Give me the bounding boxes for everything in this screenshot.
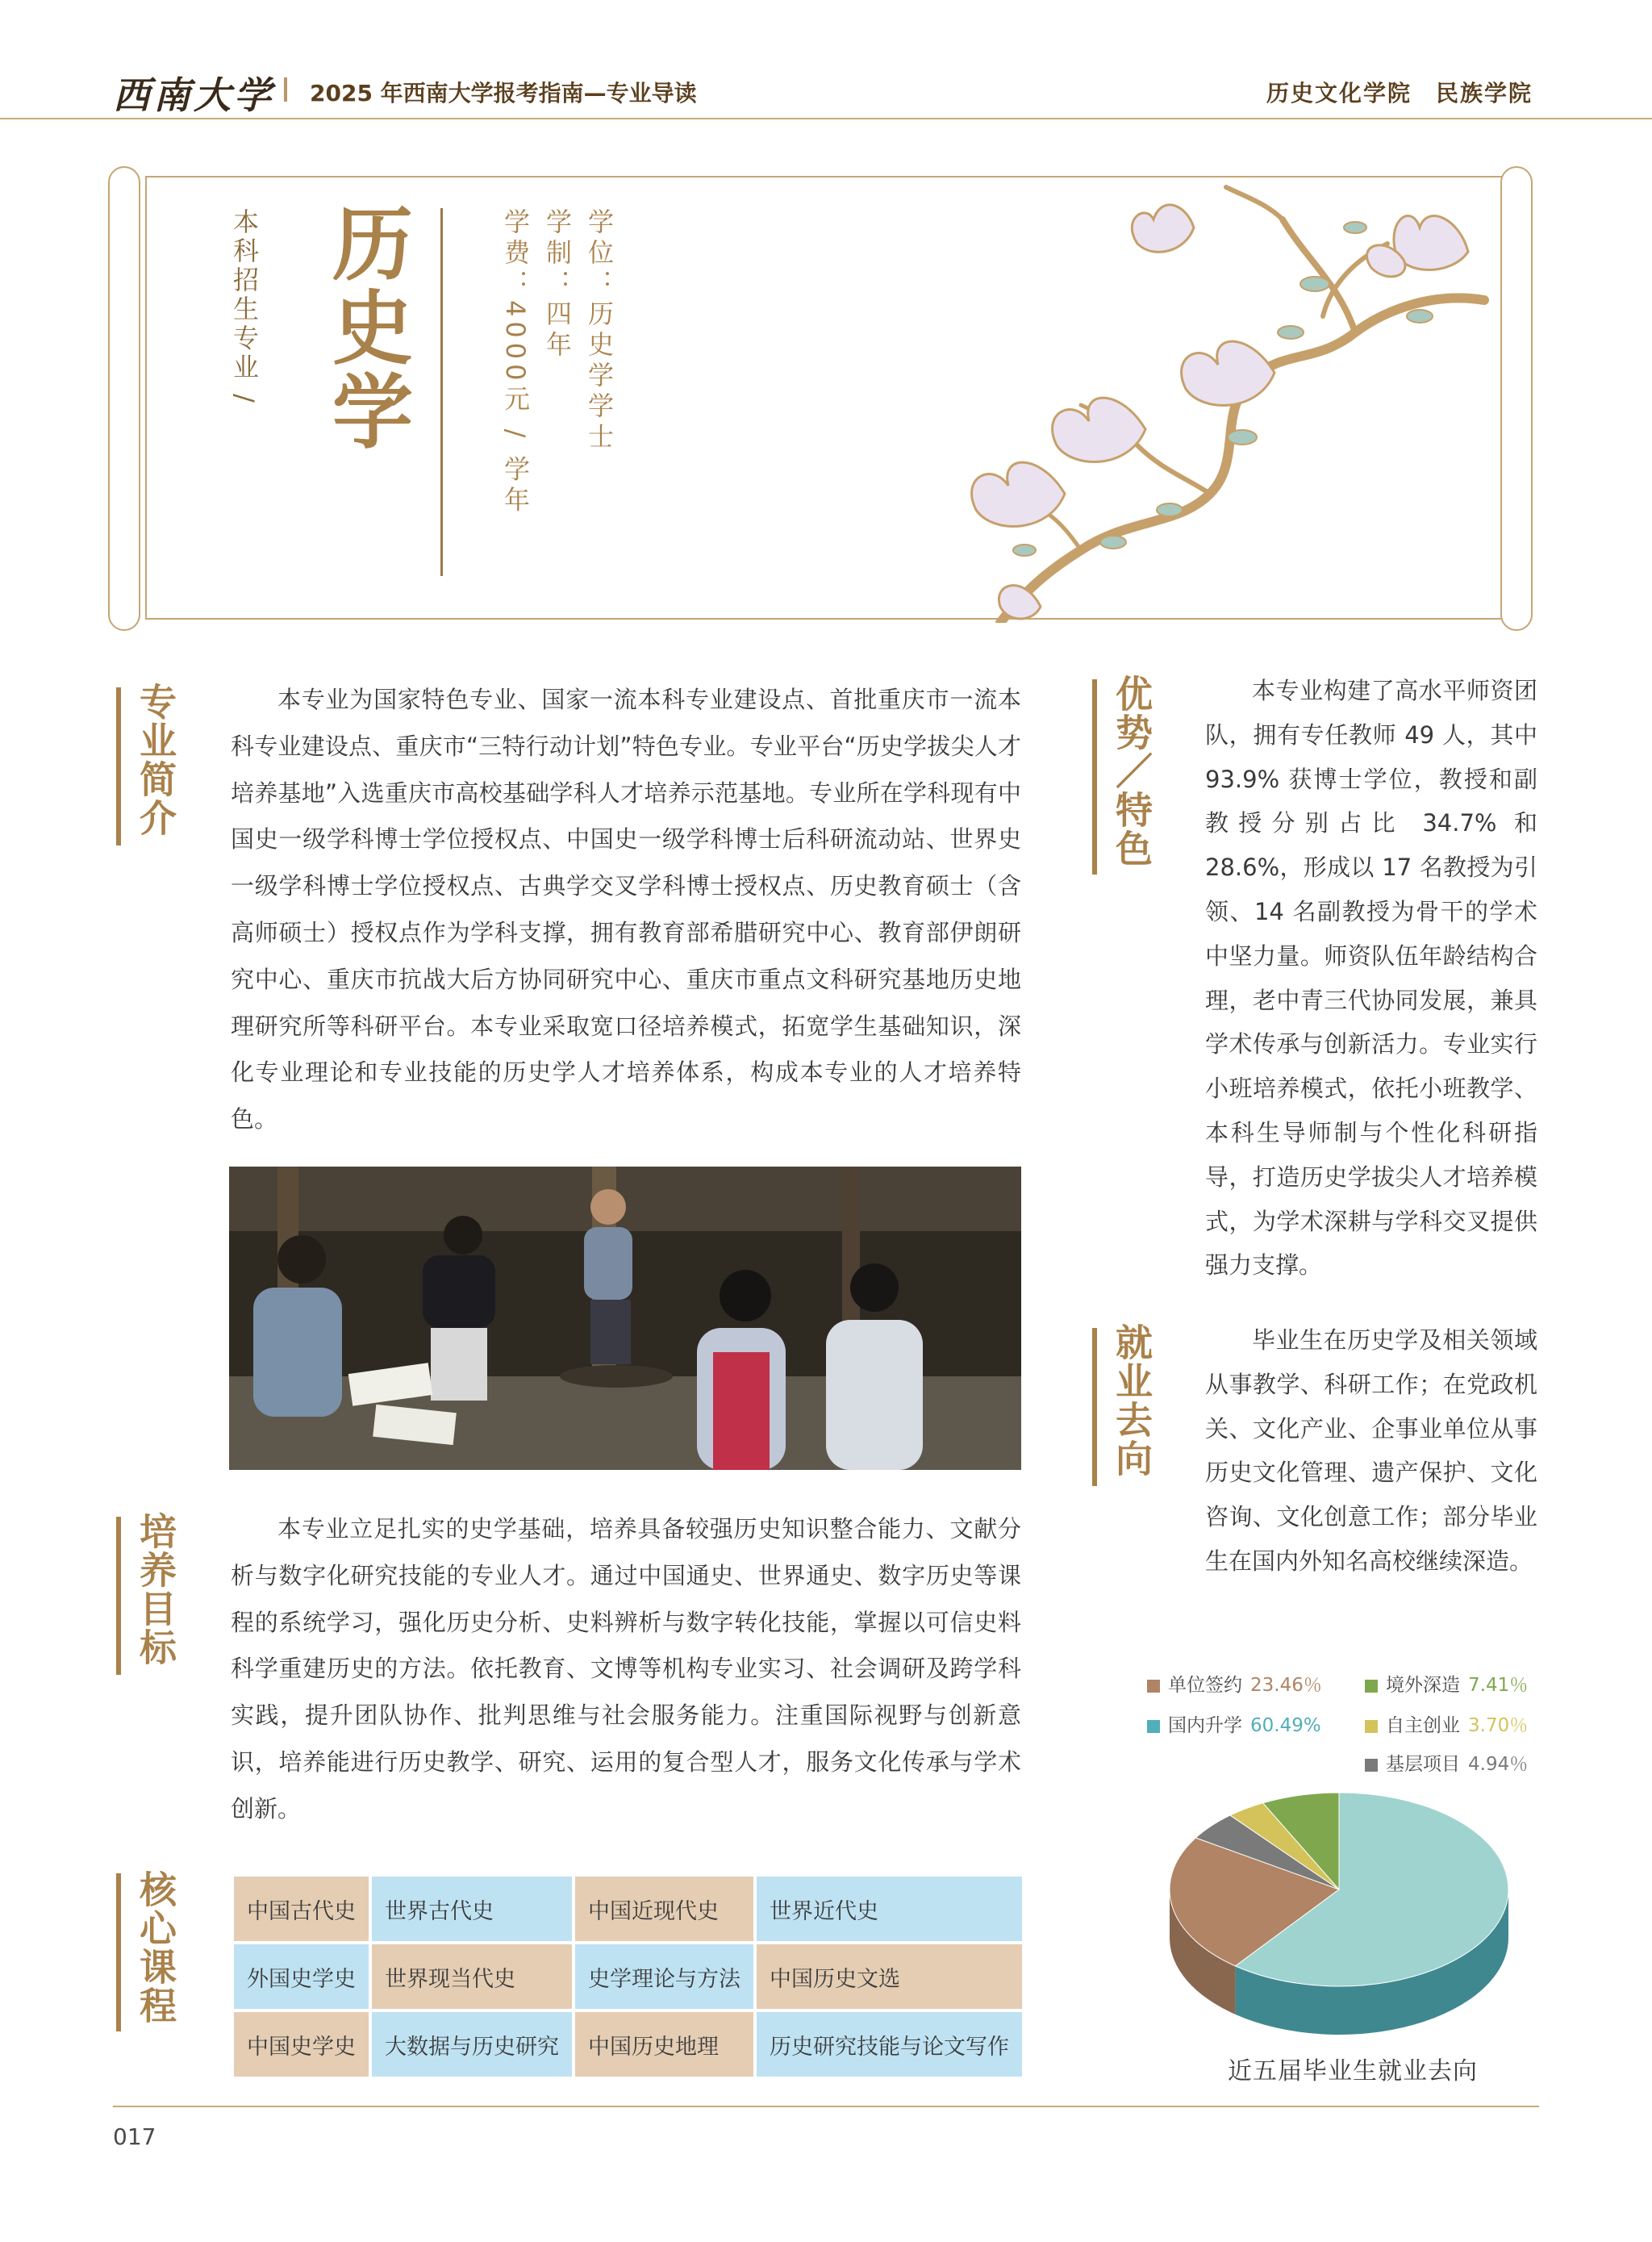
scroll-roll-right	[1500, 166, 1533, 631]
course-cell: 大数据与历史研究	[372, 2012, 572, 2077]
section-bar-career	[1092, 1328, 1097, 1486]
legend-label: 境外深造	[1386, 1675, 1460, 1696]
section-label-career: 就业去向	[1110, 1323, 1153, 1478]
section-label-core: 核心课程	[134, 1870, 177, 2025]
header-separator	[284, 77, 287, 102]
career-text: 毕业生在历史学及相关领域从事教学、科研工作；在党政机关、文化产业、企事业单位从事历史文化管理、遗产保护、文化咨询、文化创意工作；部分毕业生在国内外知名高校继续深造。	[1205, 1326, 1537, 1575]
legend-label: 自主创业	[1386, 1715, 1460, 1736]
header-rule	[0, 118, 1652, 119]
legend-swatch	[1147, 1680, 1160, 1693]
scroll-roll-left	[108, 166, 140, 631]
course-cell: 世界古代史	[372, 1877, 572, 1941]
legend-value: 4.94％	[1468, 1754, 1529, 1775]
footer-rule	[113, 2106, 1539, 2107]
field-research-photo	[229, 1167, 1021, 1470]
legend-swatch	[1365, 1680, 1378, 1693]
page-number: 017	[113, 2123, 156, 2150]
section-label-intro: 专业简介	[134, 683, 177, 837]
goal-text: 本专业立足扎实的史学基础，培养具备较强历史知识整合能力、文献分析与数字化研究技能的专业人才。通过中国通史、世界通史、数字历史等课程的系统学习，强化历史分析、史料辨析与数字转化技能，掌握以可信史料科学重建历史的方法。依托教育、文博等机构专业实习、社会调研及跨学科实践，提升团队协作、批判思维与社会服务能力。注重国际视野与创新意识，培养能进行历史教学、研究、运用的复合型人才，服务文化传承与学术创新。	[231, 1515, 1021, 1822]
major-name: 历史学	[319, 202, 414, 453]
legend-label: 基层项目	[1386, 1754, 1460, 1775]
legend-value: 23.46％	[1250, 1675, 1322, 1696]
legend-swatch	[1365, 1720, 1378, 1733]
section-bar-intro	[116, 687, 121, 845]
legend-item	[1365, 1710, 1528, 1737]
course-cell: 中国古代史	[234, 1877, 369, 1941]
section-bar-advantage	[1092, 679, 1097, 875]
advantage-text: 本专业构建了高水平师资团队，拥有专任教师 49 人，其中 93.9% 获博士学位，教授和副教授分别占比 34.7% 和 28.6%，形成以 17 名教授为引领、14 名副教授为骨干的学术中坚力量。师资队伍年龄结构合理，老中青三代协同发展，兼具学术传承与创新活力。专业实行小班培养模式，依托小班教学、本科生导师制与个性化科研指导，打造历史学拔尖人才培养模式，为学术深耕与学科交叉提供强力支撑。	[1205, 677, 1537, 1280]
course-cell: 世界近代史	[757, 1877, 1022, 1941]
fee-info: 学费：4000元 / 学年	[500, 208, 531, 517]
course-cell: 历史研究技能与论文写作	[757, 2012, 1022, 2077]
section-label-advantage: 优势／特色	[1110, 674, 1153, 868]
scroll-divider	[440, 208, 443, 576]
intro-text: 本专业为国家特色专业、国家一流本科专业建设点、首批重庆市一流本科专业建设点、重庆市“三特行动计划”特色专业。专业平台“历史学拔尖人才培养基地”入选重庆市高校基础学科人才培养示范基地。专业所在学科现有中国史一级学科博士学位授权点、中国史一级学科博士后科研流动站、世界史一级学科博士学位授权点、古典学交叉学科博士授权点、历史教育硕士（含高师硕士）授权点作为学科支撑，拥有教育部希腊研究中心、教育部伊朗研究中心、重庆市抗战大后方协同研究中心、重庆市重点文科研究基地历史地理研究所等科研平台。本专业采取宽口径培养模式，拓宽学生基础知识，深化专业理论和专业技能的历史学人才培养体系，构成本专业的人才培养特色。	[231, 686, 1021, 1134]
course-cell: 中国近现代史	[575, 1877, 753, 1941]
magnolia-branch-illustration	[903, 171, 1500, 623]
course-cell: 世界现当代史	[372, 1944, 572, 2009]
header-title: 2025 年西南大学报考指南—专业导读	[310, 80, 697, 106]
course-cell: 史学理论与方法	[575, 1944, 753, 2009]
section-bar-core	[116, 1873, 121, 2031]
section-label-goal: 培养目标	[134, 1512, 177, 1667]
legend-value: 3.70％	[1468, 1715, 1529, 1736]
legend-label: 国内升学	[1168, 1715, 1242, 1736]
course-cell: 外国史学史	[234, 1944, 369, 2009]
pie-chart-caption: 近五届毕业生就业去向	[1228, 2057, 1478, 2085]
legend-value: 60.49%	[1250, 1715, 1321, 1736]
legend-value: 7.41％	[1468, 1675, 1529, 1696]
legend-item	[1147, 1670, 1322, 1697]
legend-item	[1147, 1710, 1321, 1737]
major-category: 本科招生专业 /	[229, 208, 260, 406]
course-cell: 中国历史文选	[757, 1944, 1022, 2009]
header-college: 历史文化学院 民族学院	[1266, 80, 1533, 106]
course-cell: 中国史学史	[234, 2012, 369, 2077]
course-cell: 中国历史地理	[575, 2012, 753, 2077]
legend-swatch	[1147, 1720, 1160, 1733]
university-logo: 西南大学	[113, 73, 274, 117]
legend-label: 单位签约	[1168, 1675, 1242, 1696]
course-row	[234, 1944, 1022, 2009]
section-bar-goal	[116, 1517, 121, 1675]
course-row	[234, 2012, 1022, 2077]
duration-info: 学制：四年	[542, 208, 573, 361]
legend-item	[1365, 1670, 1528, 1697]
course-row	[234, 1877, 1022, 1941]
core-course-table	[231, 1873, 1025, 2080]
degree-info: 学位：历史学学士	[584, 208, 615, 453]
employment-pie-chart	[1153, 1768, 1525, 2059]
